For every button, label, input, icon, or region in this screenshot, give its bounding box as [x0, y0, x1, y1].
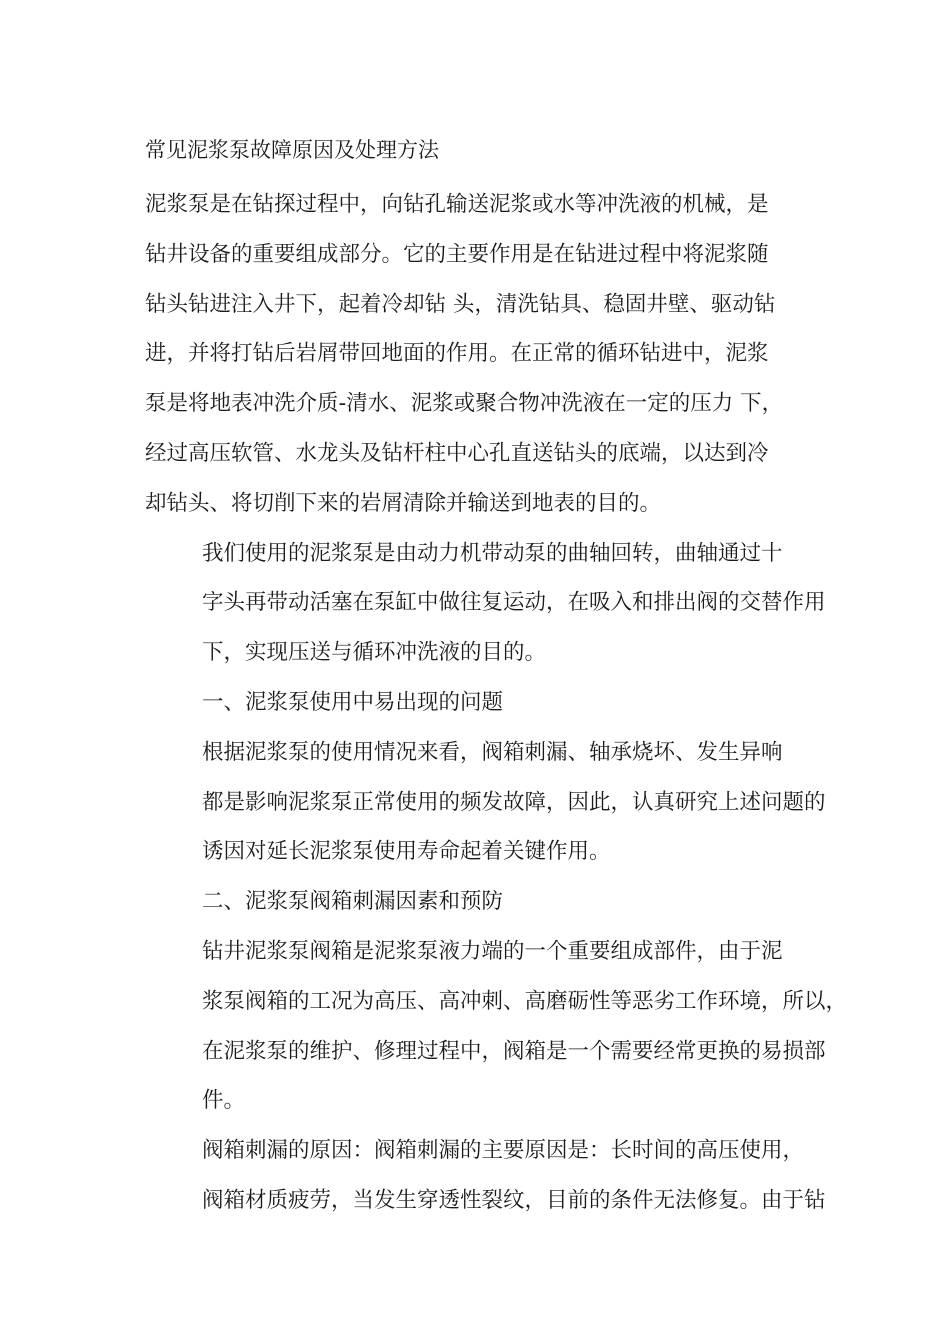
- paragraph-common-faults: [145, 728, 826, 877]
- paragraph-leak-causes: [145, 1126, 826, 1226]
- text-line: 阀箱刺漏的原因：阀箱刺漏的主要原因是：长时间的高压使用，: [202, 1138, 805, 1164]
- paragraph-working-principle: [145, 529, 826, 678]
- text-line: 诱因对延长泥浆泵使用寿命起着关键作用。: [202, 839, 611, 865]
- text-line: 钻头钻进注入井下，起着冷却钻 头，清洗钻具、稳固井壁、驱动钻: [145, 291, 776, 317]
- text-line: 根据泥浆泵的使用情况来看，阀箱刺漏、轴承烧坏、发生异响: [202, 739, 783, 765]
- text-line: 都是影响泥浆泵正常使用的频发故障，因此，认真研究上述问题的: [202, 789, 826, 815]
- text-line: 二、泥浆泵阀箱刺漏因素和预防: [202, 889, 504, 915]
- paragraph-valve-box: [145, 927, 848, 1126]
- section-heading-1: [145, 678, 810, 728]
- paragraph-intro: [145, 180, 810, 529]
- text-line: 浆泵阀箱的工况为高压、高冲刺、高磨砺性等恶劣工作环境，所以，: [202, 988, 848, 1014]
- text-line: 字头再带动活塞在泵缸中做往复运动，在吸入和排出阀的交替作用: [202, 590, 826, 616]
- text-line: 经过高压软管、水龙头及钻杆柱中心孔直送钻头的底端，以达到冷: [145, 440, 769, 466]
- section-heading-2: [145, 877, 810, 927]
- text-line: 一、泥浆泵使用中易出现的问题: [202, 689, 504, 715]
- document-body: [145, 180, 848, 1226]
- document-title: 常见泥浆泵故障原因及处理方法: [145, 138, 439, 162]
- text-line: 我们使用的泥浆泵是由动力机带动泵的曲轴回转，曲轴通过十: [202, 540, 783, 566]
- text-line: 下，实现压送与循环冲洗液的目的。: [202, 640, 547, 666]
- text-line: 却钻头、将切削下来的岩屑清除并输送到地表的目的。: [145, 490, 662, 516]
- text-line: 泥浆泵是在钻探过程中，向钻孔输送泥浆或水等冲洗液的机械，是: [145, 192, 769, 217]
- text-line: 阀箱材质疲劳，当发生穿透性裂纹，目前的条件无法修复。由于钻: [202, 1187, 826, 1213]
- text-line: 钻井设备的重要组成部分。它的主要作用是在钻进过程中将泥浆随: [145, 241, 769, 267]
- text-line: 泵是将地表冲洗介质-清水、泥浆或聚合物冲洗液在一定的压力 下，: [145, 391, 784, 417]
- text-line: 件。: [202, 1088, 246, 1114]
- text-line: 进，并将打钻后岩屑带回地面的作用。在正常的循环钻进中，泥浆: [145, 341, 769, 367]
- text-line: 在泥浆泵的维护、修理过程中，阀箱是一个需要经常更换的易损部: [202, 1038, 826, 1064]
- text-line: 钻井泥浆泵阀箱是泥浆泵液力端的一个重要组成部件，由于泥: [202, 938, 783, 964]
